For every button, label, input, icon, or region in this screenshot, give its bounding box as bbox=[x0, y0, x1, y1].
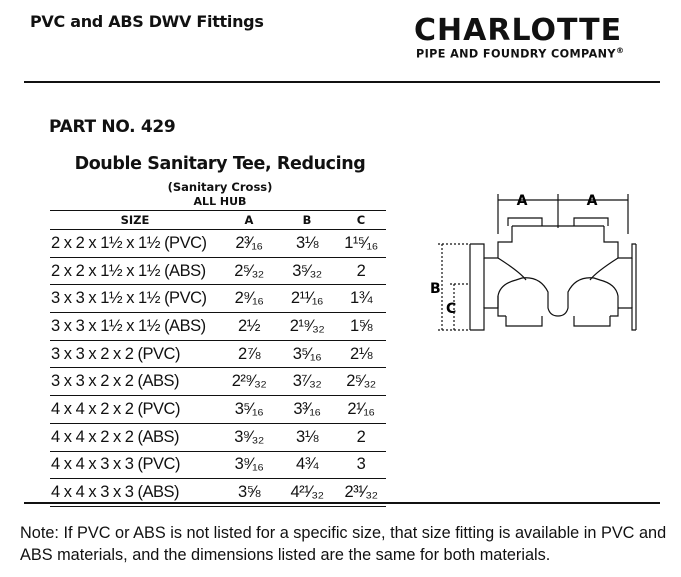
dimensions-table bbox=[50, 210, 386, 507]
table-subtitle: (Sanitary Cross) bbox=[167, 180, 273, 194]
column-header-a: A bbox=[220, 211, 278, 230]
cell-b: 3³⁄₁₆ bbox=[278, 396, 336, 424]
sanitary-cross-diagram bbox=[430, 180, 645, 350]
cell-c: 2⁵⁄₃₂ bbox=[336, 368, 386, 396]
table-hub-label: ALL HUB bbox=[193, 195, 247, 208]
part-number: PART NO. 429 bbox=[49, 117, 176, 137]
cell-a: 3⁵⁄₁₆ bbox=[220, 396, 278, 424]
table-row bbox=[50, 285, 386, 313]
cell-size: 2 x 2 x 1½ x 1½ (ABS) bbox=[50, 257, 220, 285]
column-header-size: SIZE bbox=[50, 211, 220, 230]
cell-c: 1⅝ bbox=[336, 313, 386, 341]
cell-b: 2¹¹⁄₁₆ bbox=[278, 285, 336, 313]
brand-subtitle bbox=[416, 46, 624, 61]
table-row bbox=[50, 340, 386, 368]
cell-size: 3 x 3 x 2 x 2 (PVC) bbox=[50, 340, 220, 368]
cell-c: 2 bbox=[336, 257, 386, 285]
column-header-b: B bbox=[278, 211, 336, 230]
cell-b: 2¹⁹⁄₃₂ bbox=[278, 313, 336, 341]
cell-size: 4 x 4 x 2 x 2 (PVC) bbox=[50, 396, 220, 424]
cell-size: 2 x 2 x 1½ x 1½ (PVC) bbox=[50, 230, 220, 258]
cell-a: 3⅝ bbox=[220, 479, 278, 507]
materials-note: Note: If PVC or ABS is not listed for a specific size, that size fitting is available in PVC and ABS materials, and the dimensions listed are the same for both materials. bbox=[20, 524, 667, 564]
charlotte-logo bbox=[410, 14, 668, 66]
cell-size: 4 x 4 x 3 x 3 (PVC) bbox=[50, 451, 220, 479]
cell-c: 2³¹⁄₃₂ bbox=[336, 479, 386, 507]
header-divider bbox=[24, 81, 660, 83]
cell-a: 2²⁹⁄₃₂ bbox=[220, 368, 278, 396]
cell-size: 4 x 4 x 3 x 3 (ABS) bbox=[50, 479, 220, 507]
table-row bbox=[50, 396, 386, 424]
cell-size: 4 x 4 x 2 x 2 (ABS) bbox=[50, 423, 220, 451]
cell-b: 3⁵⁄₁₆ bbox=[278, 340, 336, 368]
cell-a: 2½ bbox=[220, 313, 278, 341]
cell-c: 2 bbox=[336, 423, 386, 451]
cell-a: 2⁹⁄₁₆ bbox=[220, 285, 278, 313]
cell-size: 3 x 3 x 2 x 2 (ABS) bbox=[50, 368, 220, 396]
page-header-title: PVC and ABS DWV Fittings bbox=[30, 12, 264, 31]
table-title: Double Sanitary Tee, Reducing bbox=[74, 154, 366, 174]
cell-a: 3⁹⁄₁₆ bbox=[220, 451, 278, 479]
diagram-label-a: A bbox=[516, 193, 528, 209]
table-row bbox=[50, 368, 386, 396]
table-header-row bbox=[50, 211, 386, 230]
cell-c: 1¹⁵⁄₁₆ bbox=[336, 230, 386, 258]
diagram-label-c: C bbox=[446, 301, 457, 317]
cell-c: 1¾ bbox=[336, 285, 386, 313]
table-row bbox=[50, 257, 386, 285]
cell-c: 2¹⁄₁₆ bbox=[336, 396, 386, 424]
registered-mark: ® bbox=[615, 46, 625, 55]
cell-a: 2⅞ bbox=[220, 340, 278, 368]
cell-b: 3⁷⁄₃₂ bbox=[278, 368, 336, 396]
cell-b: 3⁵⁄₃₂ bbox=[278, 257, 336, 285]
cell-a: 2⁵⁄₃₂ bbox=[220, 257, 278, 285]
diagram-label-a-right: A bbox=[586, 193, 598, 209]
column-header-c: C bbox=[336, 211, 386, 230]
brand-name: CHARLOTTE bbox=[414, 13, 623, 48]
brand-subtitle-text: PIPE AND FOUNDRY COMPANY bbox=[416, 47, 616, 61]
cell-b: 3⅛ bbox=[278, 230, 336, 258]
footer-divider bbox=[24, 502, 660, 504]
cell-a: 3⁹⁄₃₂ bbox=[220, 423, 278, 451]
cell-b: 4²¹⁄₃₂ bbox=[278, 479, 336, 507]
diagram-label-b: B bbox=[430, 281, 441, 297]
cell-size: 3 x 3 x 1½ x 1½ (ABS) bbox=[50, 313, 220, 341]
cell-c: 3 bbox=[336, 451, 386, 479]
dimension-line-bc bbox=[438, 244, 470, 330]
table-row bbox=[50, 230, 386, 258]
table-row bbox=[50, 423, 386, 451]
cell-b: 4¾ bbox=[278, 451, 336, 479]
cell-b: 3⅛ bbox=[278, 423, 336, 451]
table-row bbox=[50, 313, 386, 341]
cell-a: 2³⁄₁₆ bbox=[220, 230, 278, 258]
cell-c: 2⅛ bbox=[336, 340, 386, 368]
cell-size: 3 x 3 x 1½ x 1½ (PVC) bbox=[50, 285, 220, 313]
table-row bbox=[50, 451, 386, 479]
